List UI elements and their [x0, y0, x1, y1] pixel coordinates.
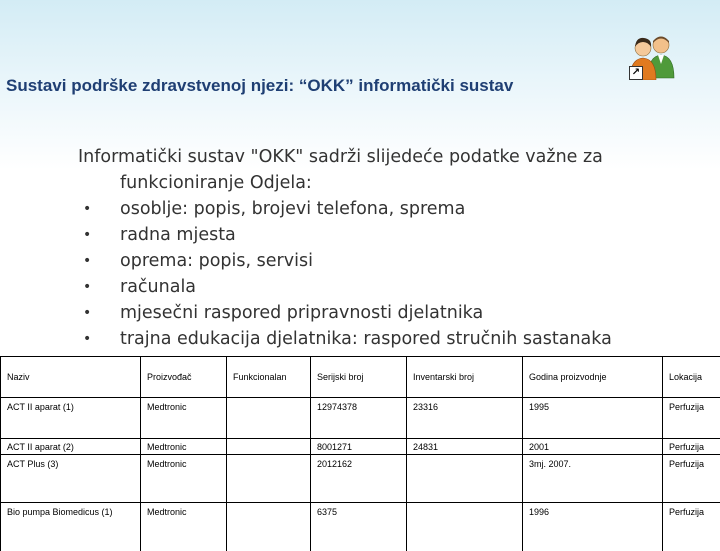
- table-cell: 2001: [523, 439, 663, 455]
- list-item: [78, 248, 698, 274]
- table-cell: Perfuzija: [663, 398, 720, 439]
- bullet-text: računala: [120, 277, 196, 297]
- table-cell: [227, 503, 311, 551]
- bullet-text: osoblje: popis, brojevi telefona, sprema: [120, 199, 465, 219]
- table-cell: 1995: [523, 398, 663, 439]
- table-row: [1, 398, 720, 439]
- bullet-list: [78, 196, 698, 352]
- column-header: Naziv: [1, 357, 141, 398]
- table-cell: Medtronic: [141, 398, 227, 439]
- table-cell: Perfuzija: [663, 503, 720, 551]
- list-item: [78, 196, 698, 222]
- column-header: Proizvođač: [141, 357, 227, 398]
- shortcut-arrow-icon[interactable]: ↗: [629, 66, 643, 80]
- bullet-icon: •: [83, 222, 91, 248]
- bullet-icon: •: [83, 196, 91, 222]
- table-cell: Bio pumpa Biomedicus (1): [1, 503, 141, 551]
- table-cell: Medtronic: [141, 455, 227, 503]
- table-cell: [227, 439, 311, 455]
- column-header: Serijski broj: [311, 357, 407, 398]
- bullet-icon: •: [83, 274, 91, 300]
- table-cell: 23316: [407, 398, 523, 439]
- table-cell: 2012162: [311, 455, 407, 503]
- bullet-text: radna mjesta: [120, 225, 236, 245]
- intro-line-1: Informatički sustav "OKK" sadrži slijedeće podatke važne za: [78, 144, 698, 170]
- table-cell: Perfuzija: [663, 455, 720, 503]
- bullet-icon: •: [83, 248, 91, 274]
- slide-title: Sustavi podrške zdravstvenoj njezi: “OKK” informatički sustav: [6, 76, 646, 96]
- bullet-text: trajna edukacija djelatnika: raspored stručnih sastanaka: [120, 329, 612, 349]
- table-cell: 1996: [523, 503, 663, 551]
- column-header: Inventarski broj: [407, 357, 523, 398]
- table-row: [1, 455, 720, 503]
- intro-line-2: funkcioniranje Odjela:: [78, 170, 698, 196]
- bullet-icon: •: [83, 326, 91, 352]
- table-cell: Medtronic: [141, 503, 227, 551]
- table-cell: Medtronic: [141, 439, 227, 455]
- list-item: [78, 274, 698, 300]
- bullet-text: mjesečni raspored pripravnosti djelatnika: [120, 303, 483, 323]
- table-row: [1, 439, 720, 455]
- bullet-text: oprema: popis, servisi: [120, 251, 313, 271]
- table-row: [1, 503, 720, 551]
- content-block: [78, 144, 698, 352]
- table-cell: 12974378: [311, 398, 407, 439]
- table-cell: [407, 503, 523, 551]
- table-cell: ACT II aparat (2): [1, 439, 141, 455]
- list-item: [78, 326, 698, 352]
- table-cell: 3mj. 2007.: [523, 455, 663, 503]
- table-cell: [407, 455, 523, 503]
- list-item: [78, 222, 698, 248]
- table-cell: [227, 398, 311, 439]
- column-header: Funkcionalan: [227, 357, 311, 398]
- table-cell: 6375: [311, 503, 407, 551]
- equipment-table: [0, 356, 720, 551]
- column-header: Godina proizvodnje: [523, 357, 663, 398]
- list-item: [78, 300, 698, 326]
- table-cell: [227, 455, 311, 503]
- table-cell: 8001271: [311, 439, 407, 455]
- table-cell: ACT II aparat (1): [1, 398, 141, 439]
- bullet-icon: •: [83, 300, 91, 326]
- table-cell: ACT Plus (3): [1, 455, 141, 503]
- column-header: Lokacija: [663, 357, 720, 398]
- table-cell: 24831: [407, 439, 523, 455]
- table-cell: Perfuzija: [663, 439, 720, 455]
- table-header-row: [1, 357, 720, 398]
